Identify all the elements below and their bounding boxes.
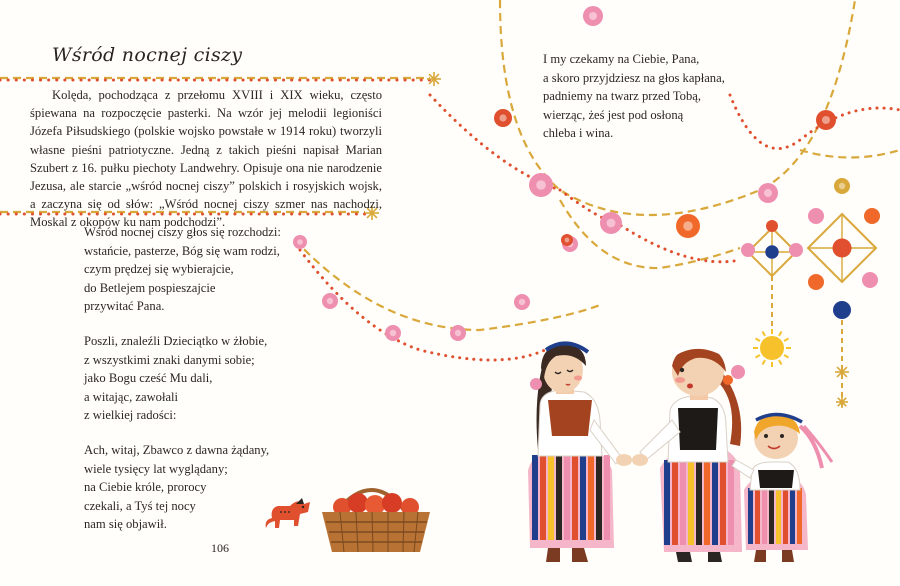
poem-line: jako Bogu cześć Mu dali, xyxy=(84,371,213,386)
pompom-ornament xyxy=(589,12,597,20)
poem-line: czekali, a Tyś tej nocy xyxy=(84,498,196,513)
garland-gold-dashes xyxy=(800,150,900,158)
poem-line: czym prędzej się wybierajcie, xyxy=(84,262,234,277)
apple-basket xyxy=(322,490,430,552)
page-title: Wśród nocnej ciszy xyxy=(52,44,243,66)
pompom-ornament xyxy=(297,239,303,245)
garland-gold-dashes xyxy=(560,200,740,268)
pompom-ornament xyxy=(862,272,878,288)
poem-line: z wielkiej radości: xyxy=(84,408,177,423)
sun-ornament xyxy=(779,360,782,364)
sun-ornament xyxy=(784,339,788,342)
sun-ornament xyxy=(760,336,784,360)
poem-line: padniemy na twarz przed Tobą, xyxy=(543,89,701,104)
poem-line: wstańcie, pasterze, Bóg się wam rodzi, xyxy=(84,243,280,258)
sun-ornament xyxy=(779,332,782,336)
pompom-ornament xyxy=(499,114,506,121)
pompom-ornament xyxy=(536,180,546,190)
pompom-ornament xyxy=(565,238,570,243)
pompom-ornament xyxy=(741,243,755,257)
sun-ornament xyxy=(784,355,788,358)
pompom-ornament xyxy=(455,330,461,336)
poem-stanza xyxy=(84,441,281,534)
sun-ornament xyxy=(763,332,766,336)
garland-red-dots xyxy=(560,190,740,262)
girl-in-folk-costume xyxy=(528,343,622,562)
poem-line: Ach, witaj, Zbawco z dawna żądany, xyxy=(84,442,270,457)
pompom-ornament xyxy=(683,221,693,231)
garland-gold-dashes xyxy=(295,240,600,330)
pompom-ornament xyxy=(607,219,616,228)
garland-red-dots xyxy=(730,95,900,149)
pompom-ornament xyxy=(789,243,803,257)
poem-line: wierząc, żeś jest pod osłoną xyxy=(543,107,684,122)
poem-line: a witając, zawołali xyxy=(84,389,179,404)
pompom-ornament xyxy=(519,299,525,305)
paper-star-ornament xyxy=(832,238,851,257)
joined-hands xyxy=(616,454,648,466)
poem-line: do Betlejem pospieszajcie xyxy=(84,280,216,295)
poem-line: na Ciebie króle, prorocy xyxy=(84,480,207,495)
poem-line: przywitać Pana. xyxy=(84,299,165,314)
sun-ornament xyxy=(756,355,760,358)
poem-line: wiele tysięcy lat wyglądany; xyxy=(84,461,228,476)
woman-in-folk-costume xyxy=(640,346,745,562)
poem-line: a skoro przyjdziesz na głos kapłana, xyxy=(543,70,725,85)
poem-line: z wszystkimi znaki danymi sobie; xyxy=(84,352,255,367)
poem-stanza xyxy=(84,332,281,425)
pompom-ornament xyxy=(833,301,851,319)
poem-stanza xyxy=(543,50,725,143)
poem-line: Poszli, znaleźli Dzieciątko w żłobie, xyxy=(84,333,268,348)
poem-stanzas-right xyxy=(543,50,725,159)
pompom-ornament xyxy=(839,183,845,189)
sun-ornament xyxy=(756,339,760,342)
pompom-ornament xyxy=(864,208,880,224)
poem-line: Wśród nocnej ciszy głos się rozchodzi: xyxy=(84,225,281,239)
poem-line: I my czekamy na Ciebie, Pana, xyxy=(543,52,700,66)
child-in-folk-costume xyxy=(732,414,832,562)
pompom-ornament xyxy=(764,189,772,197)
pompom-ornament xyxy=(327,298,333,304)
pompom-ornament xyxy=(808,208,824,224)
pompom-ornament xyxy=(766,220,778,232)
pompom-ornament xyxy=(808,274,824,290)
poem-line: chleba i wina. xyxy=(543,126,614,141)
pompom-ornament xyxy=(390,330,396,336)
poem-line: nam się objawił. xyxy=(84,517,167,532)
poem-stanzas-left xyxy=(84,223,281,550)
sun-ornament xyxy=(763,360,766,364)
intro-paragraph: Kolęda, pochodząca z przełomu XVIII i XIX wieku, często śpiewana na rozpoczęcie pasterki. Na wzór jej melodii legioniści Józefa Piłsudskiego (polskie wojsko powstałe w 1914 roku) tworzyli własne pieśni patriotyczne. Jedną z takich pieśni napisał Marian Szubert z 16. pułku piechoty Landwehry. Opisuje ona nie narodzenie Jezusa, ale starcie „wśród nocnej ciszy” polskich i rosyjskich wojsk, a zaczyna się od słów: „Wśród nocnej ciszy szmer nas nachodzi, Moskal z okopów ku nam podchodzi”. xyxy=(30,88,382,230)
poem-stanza xyxy=(84,223,281,316)
page-number: 106 xyxy=(211,541,229,555)
paper-star-ornament xyxy=(765,245,778,258)
pompom-ornament xyxy=(822,116,830,124)
